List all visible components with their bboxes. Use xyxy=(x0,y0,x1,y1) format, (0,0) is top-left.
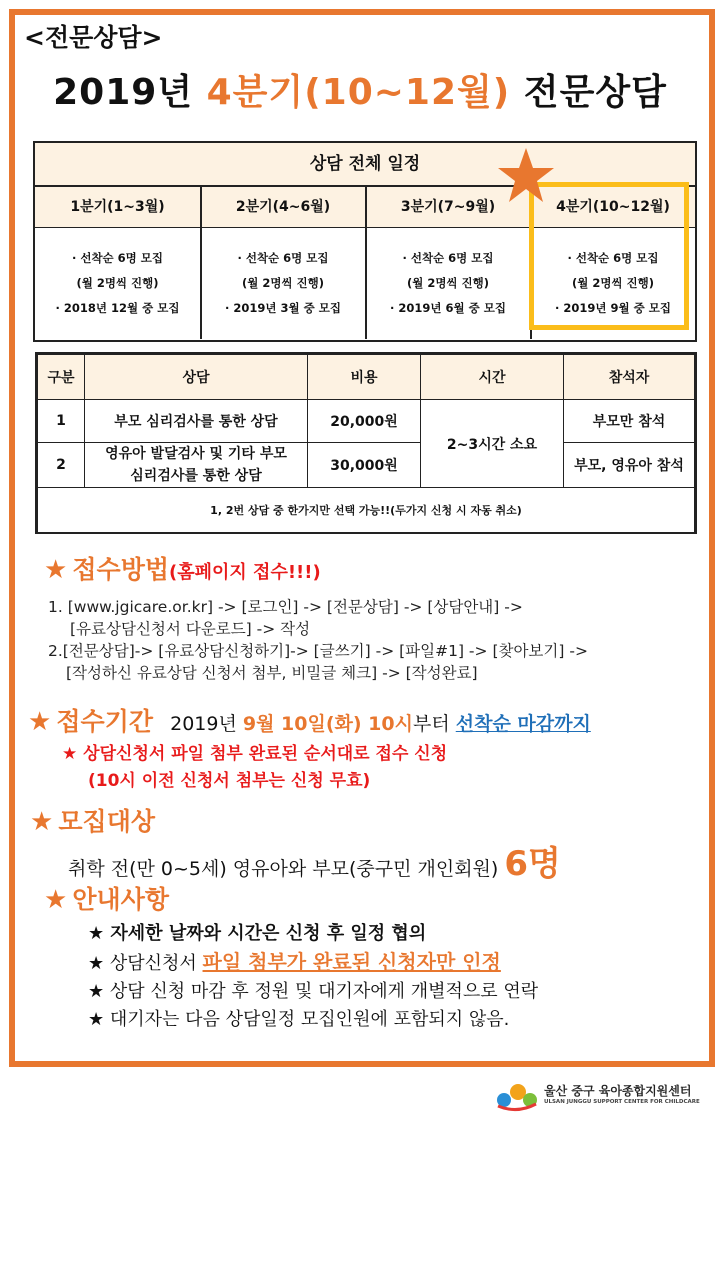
list-item: ★ 상담신청서 파일 첨부가 완료된 신청자만 인정 xyxy=(88,950,501,974)
quarter-header: 1분기(1~3월) xyxy=(35,187,200,228)
star-icon: ★ xyxy=(62,744,84,764)
page-title: 2019년 4분기(10~12월) 전문상담 xyxy=(53,72,667,113)
target-count: 6명 xyxy=(504,844,561,884)
section-target: ★ 모집대상 xyxy=(30,807,156,837)
quarter-body: · 선착순 6명 모집 (월 2명씩 진행) · 2019년 6월 중 모집 xyxy=(390,251,506,315)
title-highlight: 4분기(10~12월) xyxy=(206,72,511,113)
list-item: ★ 대기자는 다음 상담일정 모집인원에 포함되지 않음. xyxy=(88,1009,510,1030)
time-cell: 2~3시간 소요 xyxy=(421,400,564,488)
star-icon: ★ xyxy=(28,707,52,737)
column-header: 참석자 xyxy=(564,355,695,400)
section-period: ★ 접수기간 2019년 9월 10일(화) 10시부터 선착순 마감까지 xyxy=(28,707,591,737)
star-icon: ★ xyxy=(44,555,68,585)
quarter-header: 2분기(4~6월) xyxy=(201,187,365,228)
list-item: ★ 상담 신청 마감 후 정원 및 대기자에게 개별적으로 연락 xyxy=(88,981,539,1002)
table-row: 1 부모 심리검사를 통한 상담 20,000원 2~3시간 소요 부모만 참석 xyxy=(38,400,695,443)
star-icon: ★ xyxy=(44,885,68,915)
section-method: ★ 접수방법(홈페이지 접수!!!) xyxy=(44,555,321,585)
schedule-title: 상담 전체 일정 xyxy=(35,143,695,187)
quarter-header: 3분기(7~9월) xyxy=(366,187,530,228)
quarter-header: 4분기(10~12월) xyxy=(531,187,695,228)
quarter-body: · 선착순 6명 모집 (월 2명씩 진행) · 2019년 9월 중 모집 xyxy=(555,251,671,315)
quarter-body: · 선착순 6명 모집 (월 2명씩 진행) · 2019년 3월 중 모집 xyxy=(225,251,341,315)
section-notice: ★ 안내사항 xyxy=(44,885,170,915)
column-header: 구분 xyxy=(38,355,85,400)
notice-list xyxy=(88,920,538,1034)
page-tag: <전문상담> xyxy=(24,23,163,52)
star-icon: ★ xyxy=(30,807,54,837)
list-item: ★ 자세한 날짜와 시간은 신청 후 일정 협의 xyxy=(88,923,427,944)
column-header: 시간 xyxy=(421,355,564,400)
star-icon xyxy=(496,146,556,206)
application-steps: 1. [www.jgicare.or.kr] -> [로그인] -> [전문상담] -> [상담안내] -> [유료상담신청서 다운로드] -> 작성 2.[전문상담]-> [유료상담신청하기]-> [글쓰기] -> [파일#1] -> [찾아보기] -> [작성하신 유료상담 신청서 첨부, 비밀글 체크] -> [작성완료] xyxy=(48,598,588,682)
fee-table xyxy=(35,352,697,534)
column-header: 상담 xyxy=(85,355,308,400)
center-logo: 울산 중구 육아종합지원센터 ULSAN JUNGGU SUPPORT CENTER FOR CHILDCARE xyxy=(494,1080,704,1116)
target-description: 취학 전(만 0~5세) 영유아와 부모(중구민 개인회원) 6명 xyxy=(68,844,561,884)
table-row: 2 영유아 발달검사 및 기타 부모 심리검사를 통한 상담 30,000원 부모, 영유아 참석 xyxy=(38,443,695,488)
column-header: 비용 xyxy=(308,355,421,400)
table-note: 1, 2번 상담 중 한가지만 선택 가능!!(두가지 신청 시 자동 취소) xyxy=(38,488,695,533)
quarter-body: · 선착순 6명 모집 (월 2명씩 진행) · 2018년 12월 중 모집 xyxy=(55,251,180,315)
center-logo-icon xyxy=(494,1080,540,1112)
period-notes: ★ 상담신청서 파일 첨부 완료된 순서대로 접수 신청 (10시 이전 신청서 첨부는 신청 무효) xyxy=(62,744,448,791)
